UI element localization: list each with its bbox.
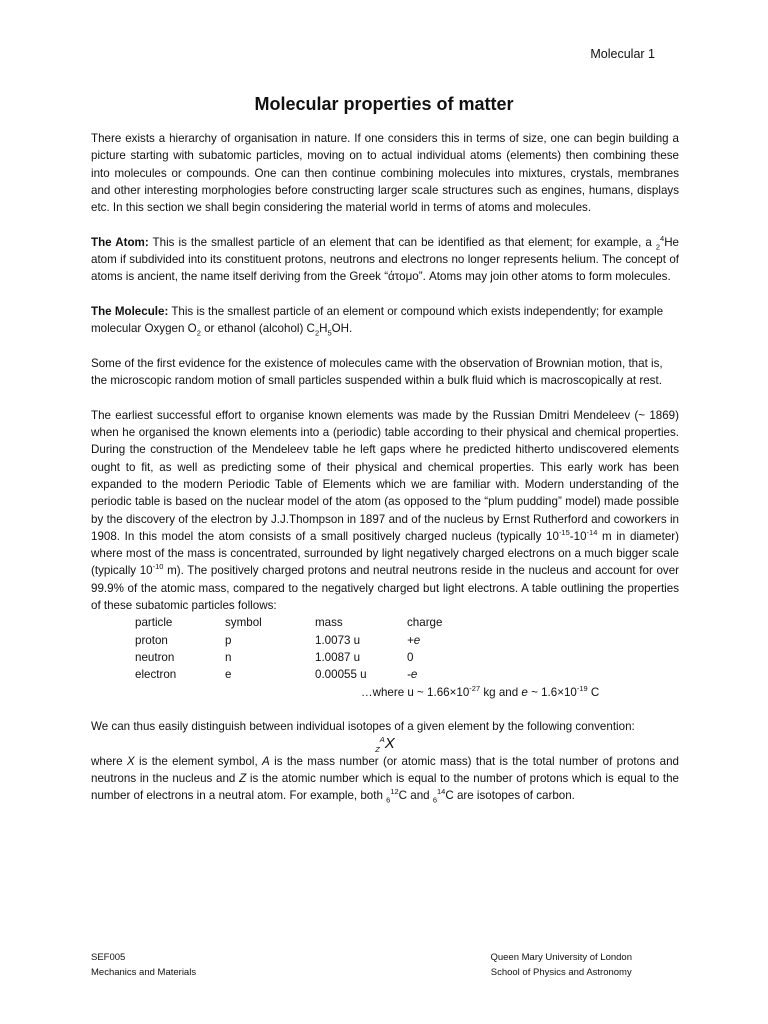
intro-paragraph: There exists a hierarchy of organisation in nature. If one considers this in terms of size, one can begin building a picture starting with subatomic particles, moving on to actual individual atoms (elements) then combining these into molecules or compounds. One can then continue combining molecules into mixtures, crystals, membranes and other interesting morphologies before constructing larger scale structures such as engines, humans, displays etc. In this section we shall begin considering the material world in terms of atoms and molecules.	[91, 132, 679, 215]
table-header-row: particle symbol mass charge	[135, 616, 443, 630]
units-note: …where u ~ $1.66\times 10^{-27}$ kg and e ~ $1.6\times 10^{-19}$ C	[361, 683, 600, 699]
atom-paragraph: The Atom: This is the smallest particle of an element that can be identified as that element; for example, a $_2^4$He atom if subdivided into its constituent protons, neutrons and electrons no longer represents helium. The concept of atoms is ancient, the name itself deriving from the Greek “άτομο”. Atoms may join other atoms to form molecules.	[91, 233, 680, 284]
particle-table	[135, 614, 442, 683]
page-header-label: Molecular 1	[590, 47, 655, 61]
isotope-explanation-paragraph: where X is the element symbol, A is the mass number (or atomic mass) that is the total number of protons and neutrons in the nucleus and Z is the atomic number which is equal to the number of protons which is equal to the number of electrons in a neutral atom. For example, both $_6^{12}$C and $_6^{14}$C are isotopes of carbon.	[91, 754, 679, 805]
atom-term: The Atom:	[91, 235, 149, 249]
table-row: neutron n 1.0087 u 0	[135, 650, 414, 664]
molecule-term: The Molecule:	[91, 304, 169, 318]
isotope-intro-paragraph: We can thus easily distinguish between individual isotopes of a given element by the following convention:	[91, 720, 635, 734]
document-body	[91, 130, 679, 805]
page-title: Molecular properties of matter	[254, 94, 514, 114]
table-row: proton p 1.0073 u +e	[135, 633, 421, 647]
isotope-notation-formula: $_Z^A$X	[375, 735, 395, 755]
table-row: electron e 0.00055 u -e	[135, 668, 418, 682]
brownian-paragraph: Some of the first evidence for the existence of molecules came with the observation of Brownian motion, that is, the microscopic random motion of small particles suspended within a bulk fluid which is macroscopically at rest.	[91, 356, 663, 388]
molecule-paragraph: The Molecule: This is the smallest particle of an element or compound which exists independently; for example molecular Oxygen $O_2$ or ethanol (alcohol) $C_2H_5OH$.	[91, 304, 664, 338]
footer-course-info: SEF005 Mechanics and Materials	[91, 952, 197, 978]
footer-institution-info: Queen Mary University of London School of Physics and Astronomy	[490, 952, 632, 978]
mendeleev-paragraph: The earliest successful effort to organise known elements was made by the Russian Dmitri Mendeleev (~ 1869) when he organised the known elements into a (periodic) table according to their physical and chemical properties. During the construction of the Mendeleev table he left gaps where he predicted hitherto undiscovered elements ought to fit, as well as predicting some of their physical and chemical properties. This early work has been expanded to the modern Periodic Table of Elements which we are familiar with. Modern understanding of the periodic table is based on the nuclear model of the atom (as opposed to the “plum pudding” model) made possible by the discovery of the electron by J.J.Thompson in 1897 and of the nucleus by Ernst Rutherford and coworkers in 1908. In this model the atom consists of a small positively charged nucleus (typically $10^{-15}-10^{-14}$ m in diameter) where most of the mass is concentrated, surrounded by light negatively charged electrons on a much bigger scale (typically $10^{-10}$ m). The positively charged protons and neutral neutrons reside in the nucleus and account for over 99.9% of the atomic mass, compared to the negatively charged but light electrons. A table outlining the properties of these subatomic particles follows:	[91, 408, 680, 613]
